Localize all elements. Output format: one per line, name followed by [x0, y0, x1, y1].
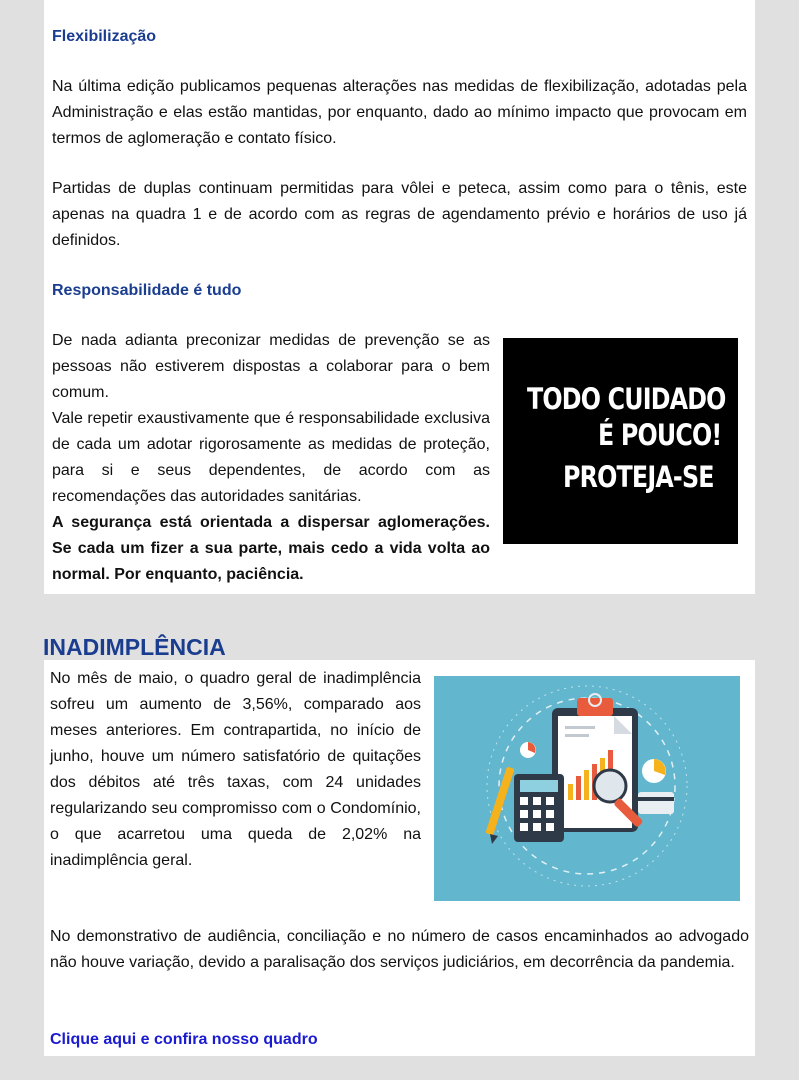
poster-line-2: É POUCO!: [598, 418, 722, 452]
flex-paragraph-1: Na última edição publicamos pequenas alterações nas medidas de flexibilização, adotadas pela Administração e elas estão mantidas, por enquanto, dado ao mínimo impacto que provocam em termos de aglomeração e contato físico.: [52, 78, 747, 147]
poster-line-1: TODO CUIDADO: [527, 382, 726, 416]
inadimplencia-title: INADIMPLÊNCIA: [43, 634, 226, 661]
todo-cuidado-poster: [503, 338, 738, 544]
resp-paragraph-1: De nada adianta preconizar medidas de prevenção se as pessoas não estiverem dispostas a colaborar para o bem comum.: [52, 332, 490, 401]
flex-paragraph-2: Partidas de duplas continuam permitidas para vôlei e peteca, assim como para o tênis, este apenas na quadra 1 e de acordo com as regras de agendamento prévio e horários de uso já definidos.: [52, 180, 747, 249]
finance-illustration: [434, 676, 740, 901]
flex-heading: Flexibilização: [52, 28, 157, 45]
resp-heading: Responsabilidade é tudo: [52, 282, 242, 299]
inad-paragraph-2: No demonstrativo de audiência, conciliação e no número de casos encaminhados ao advogado não houve variação, devido a paralisação dos serviços judiciários, em decorrência da pandemia.: [50, 928, 749, 971]
resp-paragraph-bold: A segurança está orientada a dispersar aglomerações. Se cada um fizer a sua parte, mais cedo a vida volta ao normal. Por enquanto, paciência.: [52, 514, 490, 583]
poster-line-3: PROTEJA-SE: [563, 460, 714, 494]
confira-quadro-link[interactable]: Clique aqui e confira nosso quadro: [50, 1031, 318, 1048]
finance-illustration-icon: [434, 676, 740, 901]
inad-paragraph-1: No mês de maio, o quadro geral de inadimplência sofreu um aumento de 3,56%, comparado aos meses anteriores. Em contrapartida, no início de junho, houve um número satisfatório de quitações dos débitos até três taxas, com 24 unidades regularizando seu compromisso com o Condomínio, o que acarretou uma queda de 2,02% na inadimplência geral.: [50, 670, 421, 869]
resp-paragraph-2: Vale repetir exaustivamente que é responsabilidade exclusiva de cada um adotar rigorosamente as medidas de proteção, para si e seus dependentes, de acordo com as recomendações das autoridades sanitárias.: [52, 410, 490, 505]
